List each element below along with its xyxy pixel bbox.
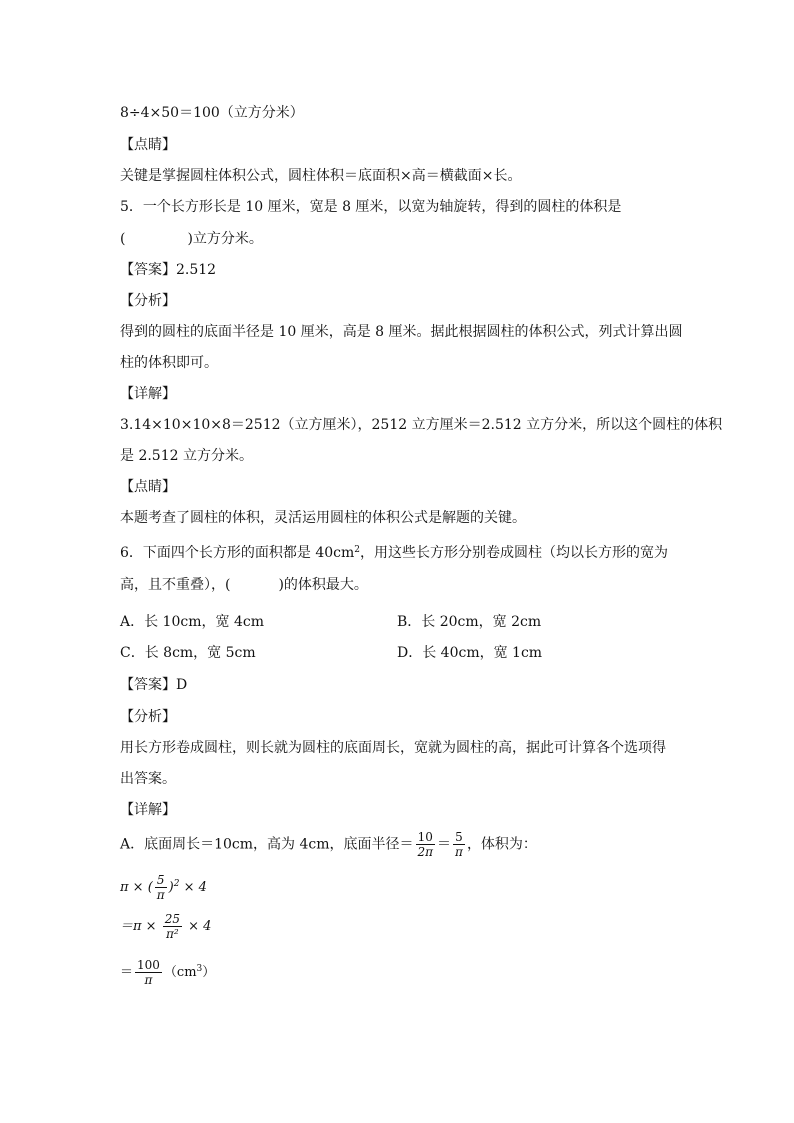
option-d: D．长 40cm，宽 1cm — [397, 645, 543, 661]
detail-option-a — [120, 830, 537, 859]
section-heading-dianjing: 【点睛】 — [120, 137, 176, 153]
math-text: （cm — [163, 965, 197, 980]
superscript: 3 — [196, 964, 203, 974]
option-a: A．长 10cm，宽 4cm — [120, 614, 264, 630]
equals-sign: ＝ — [437, 836, 452, 853]
section-heading-xiangjie: 【详解】 — [120, 386, 176, 402]
superscript: 2 — [173, 879, 180, 889]
math-text: ） — [202, 965, 216, 980]
math-step-2 — [120, 912, 211, 941]
detail-a-suffix: ，体积为： — [466, 836, 537, 853]
fraction — [453, 830, 465, 859]
numerator: 25 — [164, 912, 180, 926]
math-text: ) — [168, 880, 174, 895]
analysis-text-2: 出答案。 — [120, 771, 176, 787]
section-heading-fenxi: 【分析】 — [120, 293, 176, 309]
analysis-text-1: 得到的圆柱的底面半径是 10 厘米，高是 8 厘米。据此根据圆柱的体积公式，列式计算出圆 — [120, 324, 683, 340]
denominator: π — [455, 845, 463, 859]
fraction — [155, 873, 167, 902]
detail-a-text: A．底面周长＝10cm，高为 4cm，底面半径＝ — [120, 836, 414, 853]
question-6-text-d: )的体积最大。 — [278, 577, 368, 593]
fraction — [416, 830, 436, 859]
analysis-text-1: 用长方形卷成圆柱，则长就为圆柱的底面周长，宽就为圆柱的高，据此可计算各个选项得 — [120, 740, 666, 756]
dianjing-text: 本题考查了圆柱的体积，灵活运用圆柱的体积公式是解题的关键。 — [120, 510, 526, 526]
question-6-text-a: 6．下面四个长方形的面积都是 40cm — [120, 545, 355, 561]
math-text: ＝π × — [120, 919, 161, 934]
math-text: × 4 — [183, 919, 212, 934]
denominator: 2π — [417, 845, 434, 859]
math-text: ＝ — [120, 965, 134, 980]
dianjing-text: 关键是掌握圆柱体积公式，圆柱体积＝底面积×高＝横截面×长。 — [120, 168, 522, 184]
fraction — [135, 958, 162, 987]
answer-5: 【答案】2.512 — [120, 262, 217, 278]
paren-open: ( — [120, 231, 126, 247]
fraction — [163, 912, 182, 941]
option-c: C．长 8cm，宽 5cm — [120, 645, 256, 661]
detail-text-1: 3.14×10×10×8＝2512（立方厘米），2512 立方厘米＝2.512 立方分米，所以这个圆柱的体积 — [120, 417, 723, 433]
question-5-stem: 5．一个长方形长是 10 厘米，宽是 8 厘米，以宽为轴旋转，得到的圆柱的体积是 — [120, 199, 622, 215]
denominator: π — [135, 972, 162, 987]
calc-line: 8÷4×50＝100（立方分米） — [120, 105, 304, 121]
question-6-blank-line — [120, 575, 368, 595]
superscript: 2 — [354, 545, 361, 555]
math-text: π × ( — [120, 880, 153, 895]
analysis-text-2: 柱的体积即可。 — [120, 355, 218, 371]
detail-text-2: 是 2.512 立方分米。 — [120, 448, 253, 464]
numerator: 10 — [417, 830, 433, 844]
denominator: π — [156, 888, 165, 902]
math-step-1 — [120, 870, 207, 902]
numerator: 5 — [455, 830, 463, 844]
question-5-blank-line — [120, 229, 263, 249]
section-heading-xiangjie: 【详解】 — [120, 802, 176, 818]
option-b: B．长 20cm，宽 2cm — [397, 614, 542, 630]
section-heading-fenxi: 【分析】 — [120, 709, 176, 725]
math-step-3 — [120, 955, 215, 987]
numerator: 5 — [156, 873, 165, 887]
denominator: π² — [163, 926, 182, 941]
question-6-text-b: ，用这些长方形分别卷成圆柱（均以长方形的宽为 — [360, 545, 669, 561]
blank-suffix: )立方分米。 — [187, 231, 263, 247]
math-text: × 4 — [179, 880, 207, 895]
answer-6: 【答案】D — [120, 677, 188, 693]
numerator: 100 — [137, 958, 160, 972]
question-6-stem — [120, 540, 668, 563]
question-6-text-c: 高，且不重叠），( — [120, 577, 231, 593]
section-heading-dianjing: 【点睛】 — [120, 479, 176, 495]
